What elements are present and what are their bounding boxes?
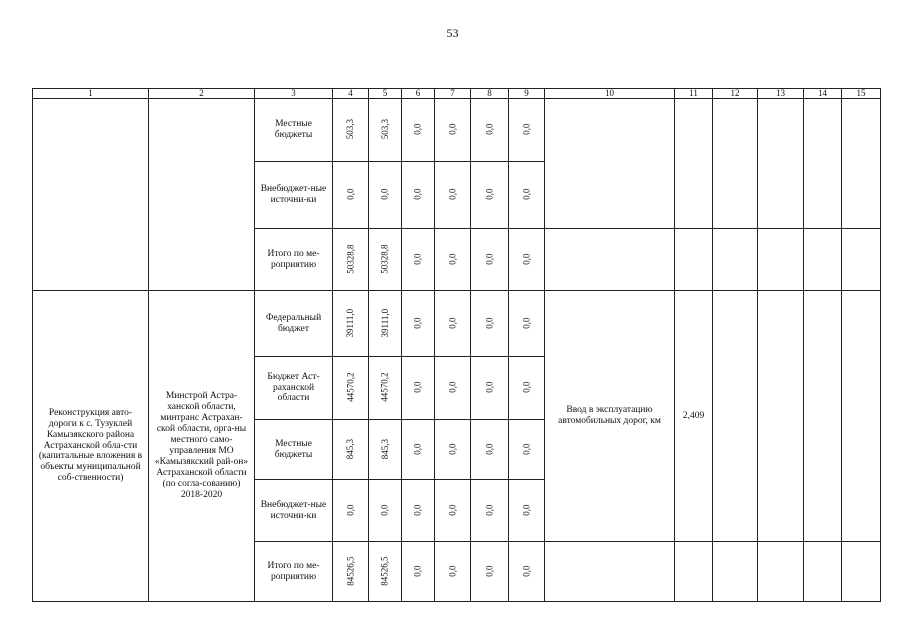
value-cell: 0,0 (435, 291, 471, 357)
value-cell: 84526,5 (333, 542, 369, 602)
col-header: 10 (545, 89, 675, 99)
value-cell: 39111,0 (333, 291, 369, 357)
value-cell: 0,0 (369, 162, 402, 229)
value-cell: 0,0 (509, 357, 545, 420)
value-cell: 845,3 (369, 420, 402, 480)
funding-source: Итого по ме-роприятию (255, 542, 333, 602)
indicator-cell-empty (545, 542, 675, 602)
empty-cell (804, 542, 842, 602)
value-cell: 0,0 (471, 229, 509, 291)
value-cell: 503,3 (369, 99, 402, 162)
value-cell: 0,0 (509, 99, 545, 162)
col-header: 11 (675, 89, 713, 99)
funding-source: Местные бюджеты (255, 420, 333, 480)
table-row (33, 291, 881, 357)
value-cell: 84526,5 (369, 542, 402, 602)
value-cell: 0,0 (369, 480, 402, 542)
funding-source: Итого по ме-роприятию (255, 229, 333, 291)
indicator-cell-empty (545, 229, 675, 291)
value-cell: 0,0 (471, 357, 509, 420)
page-number: 53 (446, 26, 459, 40)
value-cell: 0,0 (333, 162, 369, 229)
program-table (32, 88, 881, 602)
value-cell: 0,0 (509, 542, 545, 602)
funding-source: Федеральный бюджет (255, 291, 333, 357)
empty-cell (713, 291, 758, 542)
empty-cell (842, 291, 881, 542)
executor-cell-empty (149, 99, 255, 291)
funding-source: Бюджет Аст-раханской области (255, 357, 333, 420)
value-cell: 0,0 (333, 480, 369, 542)
value-cell: 0,0 (435, 357, 471, 420)
value-cell: 0,0 (435, 229, 471, 291)
value-cell: 0,0 (435, 420, 471, 480)
empty-cell (842, 99, 881, 229)
value-cell: 0,0 (402, 99, 435, 162)
funding-source: Внебюджет-ные источни-ки (255, 480, 333, 542)
indicator-value: 2,409 (675, 291, 713, 542)
empty-cell (675, 229, 713, 291)
funding-source: Местные бюджеты (255, 99, 333, 162)
col-header: 6 (402, 89, 435, 99)
value-cell: 503,3 (333, 99, 369, 162)
empty-cell (713, 542, 758, 602)
measure-name: Реконструкция авто-дороги к с. Тузуклей Камызякского района Астраханской обла-сти (капитальные вложения в объекты муниципальной соб-ственности) (33, 291, 149, 602)
empty-cell (713, 99, 758, 229)
empty-cell (758, 291, 804, 542)
col-header: 5 (369, 89, 402, 99)
table-row (33, 99, 881, 162)
value-cell: 845,3 (333, 420, 369, 480)
value-cell: 0,0 (402, 229, 435, 291)
col-header: 13 (758, 89, 804, 99)
col-header: 4 (333, 89, 369, 99)
value-cell: 0,0 (402, 291, 435, 357)
empty-cell (713, 229, 758, 291)
header-row (33, 89, 881, 99)
col-header: 12 (713, 89, 758, 99)
value-cell: 0,0 (471, 542, 509, 602)
value-cell: 50328,8 (333, 229, 369, 291)
value-cell: 44570,2 (333, 357, 369, 420)
value-cell: 0,0 (402, 542, 435, 602)
value-cell: 0,0 (509, 420, 545, 480)
indicator-name: Ввод в эксплуатацию автомобильных дорог, км (545, 291, 675, 542)
empty-cell (675, 542, 713, 602)
value-cell: 50328,8 (369, 229, 402, 291)
value-cell: 0,0 (435, 542, 471, 602)
col-header: 15 (842, 89, 881, 99)
value-cell: 0,0 (435, 162, 471, 229)
empty-cell (804, 229, 842, 291)
value-cell: 0,0 (402, 420, 435, 480)
value-cell: 39111,0 (369, 291, 402, 357)
value-cell: 0,0 (402, 357, 435, 420)
empty-cell (758, 229, 804, 291)
empty-cell (804, 291, 842, 542)
value-cell: 0,0 (509, 291, 545, 357)
value-cell: 0,0 (509, 480, 545, 542)
empty-cell (804, 99, 842, 229)
value-cell: 0,0 (402, 480, 435, 542)
col-header: 14 (804, 89, 842, 99)
col-header: 1 (33, 89, 149, 99)
empty-cell (758, 99, 804, 229)
col-header: 8 (471, 89, 509, 99)
value-cell: 0,0 (471, 480, 509, 542)
value-cell: 0,0 (471, 162, 509, 229)
value-cell: 44570,2 (369, 357, 402, 420)
empty-cell (842, 229, 881, 291)
empty-cell (758, 542, 804, 602)
col-header: 9 (509, 89, 545, 99)
value-cell: 0,0 (471, 420, 509, 480)
value-cell: 0,0 (471, 99, 509, 162)
indicator-cell-empty (545, 99, 675, 229)
value-cell: 0,0 (435, 480, 471, 542)
col-header: 2 (149, 89, 255, 99)
value-cell: 0,0 (509, 229, 545, 291)
empty-cell (675, 99, 713, 229)
value-cell: 0,0 (509, 162, 545, 229)
empty-cell (842, 542, 881, 602)
funding-source: Внебюджет-ные источни-ки (255, 162, 333, 229)
col-header: 3 (255, 89, 333, 99)
col-header: 7 (435, 89, 471, 99)
measure-cell-empty (33, 99, 149, 291)
value-cell: 0,0 (435, 99, 471, 162)
value-cell: 0,0 (471, 291, 509, 357)
executor-name: Минстрой Астра-ханской области, минтранс Астрахан-ской области, орга-ны местного само-управления МО «Камызякский рай-он» Астраханской области (по согла-сованию) 2018-2020 (149, 291, 255, 602)
value-cell: 0,0 (402, 162, 435, 229)
